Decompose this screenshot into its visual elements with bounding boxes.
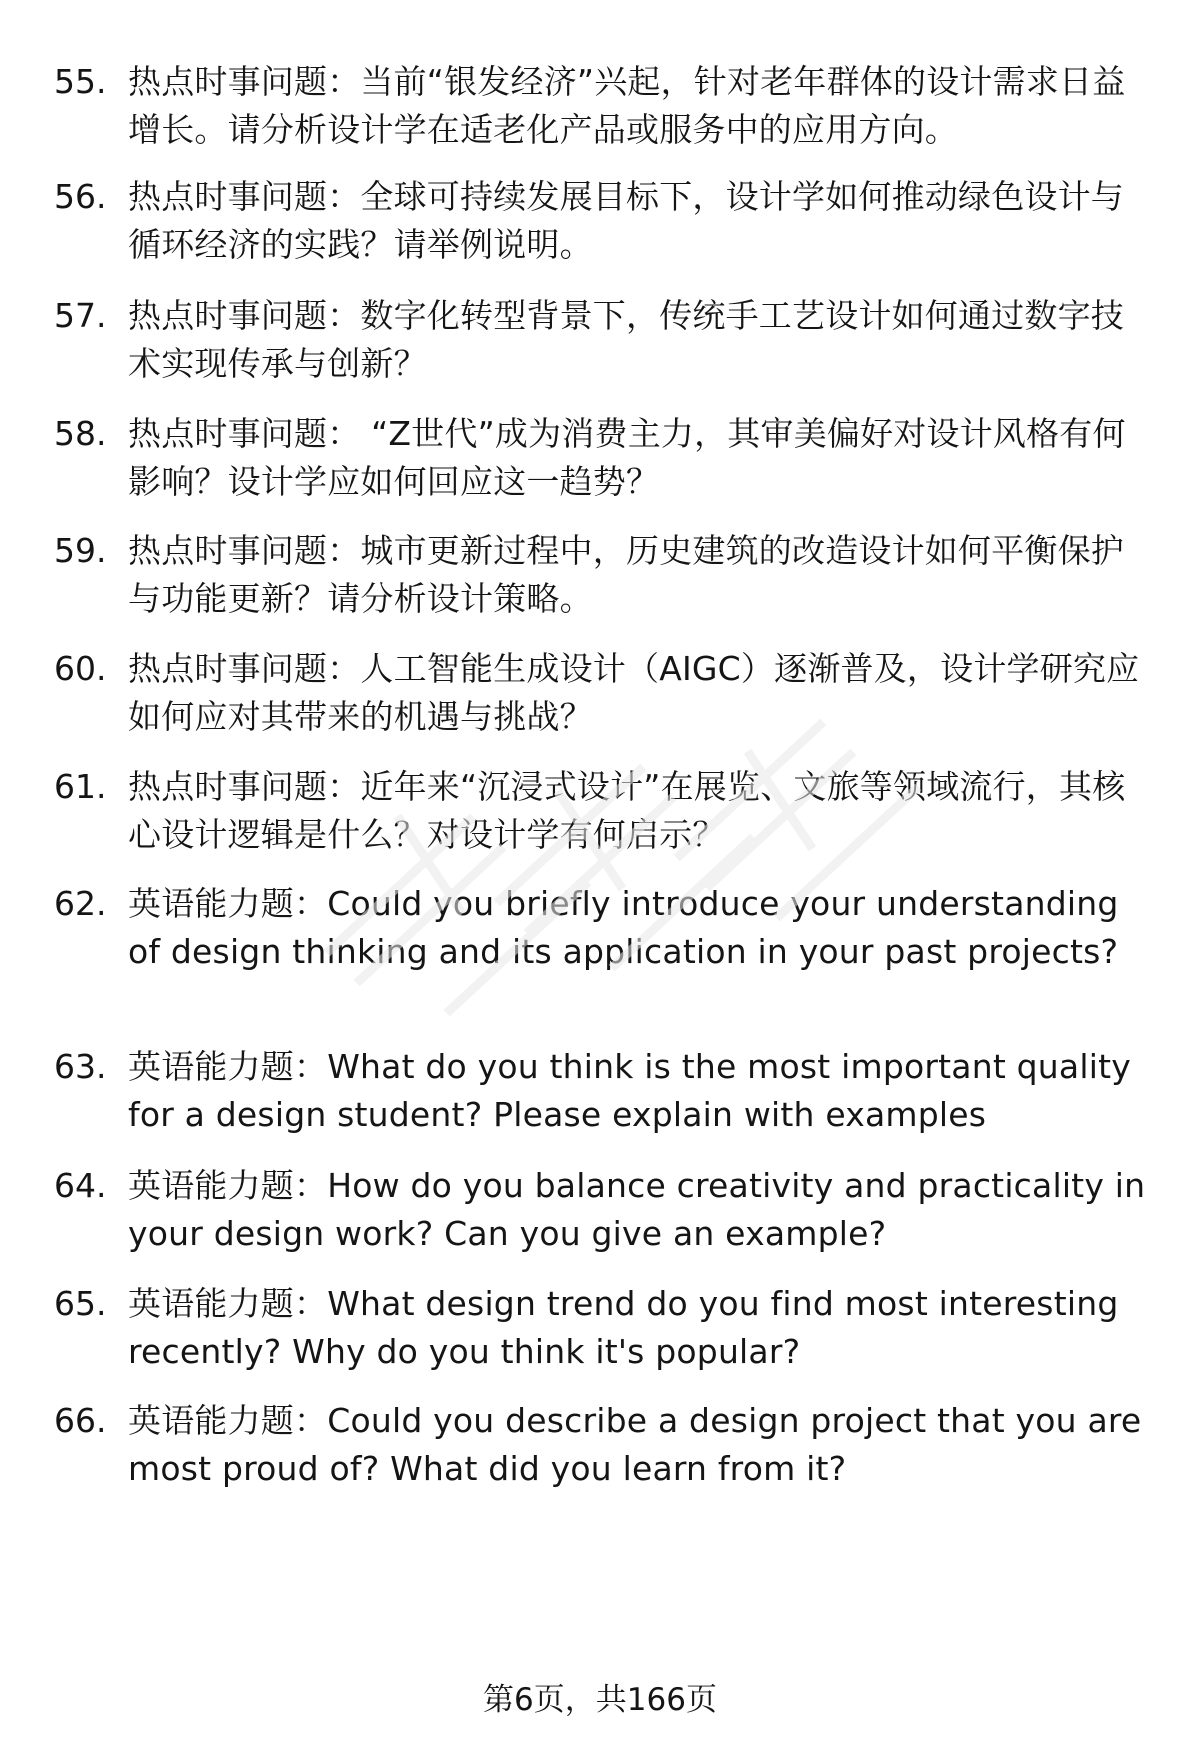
question-text: 热点时事问题：近年来“沉浸式设计”在展览、文旅等领域流行，其核心设计逻辑是什么？对设计学有何启示？ xyxy=(128,767,1126,854)
question-61 xyxy=(54,763,1149,859)
question-text: 热点时事问题：城市更新过程中，历史建筑的改造设计如何平衡保护与功能更新？请分析设计策略。 xyxy=(128,531,1124,618)
question-63 xyxy=(54,1043,1149,1139)
question-59 xyxy=(54,527,1149,623)
question-text: 英语能力题：What do you think is the most important quality for a design student? Please explain with examples xyxy=(128,1047,1131,1134)
question-62 xyxy=(54,880,1149,976)
question-number: 55. xyxy=(54,62,107,101)
question-number: 63. xyxy=(54,1047,107,1086)
question-66 xyxy=(54,1397,1149,1493)
question-60 xyxy=(54,645,1149,741)
question-58 xyxy=(54,410,1149,506)
question-57 xyxy=(54,292,1149,388)
question-text: 英语能力题：What design trend do you find most interesting recently? Why do you think it's popular? xyxy=(128,1284,1119,1371)
question-number: 56. xyxy=(54,177,107,216)
question-text: 热点时事问题：人工智能生成设计（AIGC）逐渐普及，设计学研究应如何应对其带来的机遇与挑战？ xyxy=(128,649,1140,736)
question-number: 64. xyxy=(54,1166,107,1205)
question-number: 62. xyxy=(54,884,107,923)
question-text: 热点时事问题：全球可持续发展目标下，设计学如何推动绿色设计与循环经济的实践？请举例说明。 xyxy=(128,177,1124,264)
page-number-footer: 第6页，共166页 xyxy=(483,1682,717,1718)
question-text: 热点时事问题：数字化转型背景下，传统手工艺设计如何通过数字技术实现传承与创新？ xyxy=(128,296,1124,383)
question-text: 英语能力题：Could you describe a design project that you are most proud of? What did you learn from it? xyxy=(128,1401,1142,1488)
question-number: 58. xyxy=(54,414,107,453)
question-text: 热点时事问题：当前“银发经济”兴起，针对老年群体的设计需求日益增长。请分析设计学在适老化产品或服务中的应用方向。 xyxy=(128,62,1126,149)
question-text: 热点时事问题： “Z世代”成为消费主力，其审美偏好对设计风格有何影响？设计学应如何回应这一趋势？ xyxy=(128,414,1126,501)
question-text: 英语能力题：How do you balance creativity and practicality in your design work? Can you give an example? xyxy=(128,1166,1146,1253)
question-56 xyxy=(54,173,1149,269)
question-number: 66. xyxy=(54,1401,107,1440)
question-number: 60. xyxy=(54,649,107,688)
question-55 xyxy=(54,58,1149,154)
question-number: 61. xyxy=(54,767,107,806)
question-number: 57. xyxy=(54,296,107,335)
question-number: 59. xyxy=(54,531,107,570)
question-65 xyxy=(54,1280,1149,1376)
question-64 xyxy=(54,1162,1149,1258)
question-number: 65. xyxy=(54,1284,107,1323)
question-text: 英语能力题：Could you briefly introduce your understanding of design thinking and its application in your past projects? xyxy=(128,884,1119,971)
